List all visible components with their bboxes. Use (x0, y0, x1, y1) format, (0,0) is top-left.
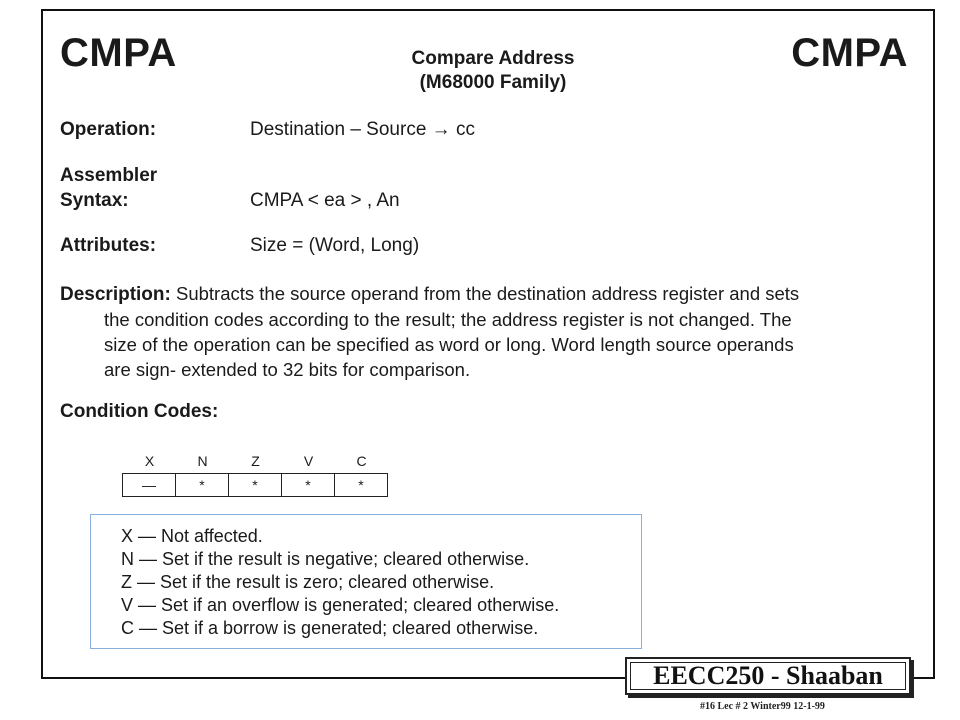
table-row (123, 474, 388, 497)
cc-value-z: * (229, 474, 282, 497)
condition-code-explanations (90, 514, 642, 649)
instruction-title (343, 47, 643, 95)
description-block (60, 281, 920, 382)
syntax-value: CMPA < ea > , An (250, 190, 400, 211)
cc-explanation-v: V — Set if an overflow is generated; cleared otherwise. (121, 595, 560, 615)
cc-explanation-c: C — Set if a borrow is generated; cleared otherwise. (121, 618, 539, 638)
cc-header-z: Z (251, 453, 260, 469)
mnemonic-left: CMPA (60, 31, 177, 75)
cc-explanation-x: X — Not affected. (121, 526, 263, 546)
condition-codes-label: Condition Codes: (60, 401, 219, 422)
course-title: EECC250 - Shaaban (630, 662, 906, 690)
description-line-4: are sign- extended to 32 bits for comparison. (104, 359, 471, 380)
operation-value: Destination – Source → cc (250, 119, 475, 140)
cc-header-n: N (197, 453, 208, 469)
cc-explanation-z: Z — Set if the result is zero; cleared otherwise. (121, 572, 495, 592)
cc-value-v: * (282, 474, 335, 497)
description-label: Description: (60, 284, 171, 305)
description-line-1: Subtracts the source operand from the destination address register and sets (176, 283, 800, 304)
description-line-3: size of the operation can be specified as word or long. Word length source operands (104, 334, 794, 355)
cc-header-v: V (303, 453, 314, 469)
slide-frame (41, 9, 935, 679)
cc-value-n: * (176, 474, 229, 497)
attributes-label: Attributes: (60, 235, 157, 256)
cc-value-x: — (123, 474, 176, 497)
mnemonic-right: CMPA (791, 31, 908, 75)
cc-header-x: X (144, 453, 155, 469)
cc-explanation-n: N — Set if the result is negative; cleared otherwise. (121, 549, 530, 569)
assembler-label: Assembler (60, 165, 158, 186)
subtitle-line: (M68000 Family) (419, 72, 567, 93)
title-line: Compare Address (411, 48, 575, 69)
operation-label: Operation: (60, 119, 157, 140)
course-badge (625, 657, 911, 695)
description-line-2: the condition codes according to the result; the address register is not changed. The (104, 309, 792, 330)
cc-header-c: C (356, 453, 367, 469)
condition-code-table (122, 473, 388, 497)
attributes-value: Size = (Word, Long) (250, 235, 420, 256)
syntax-label: Syntax: (60, 190, 129, 211)
slide-meta: #16 Lec # 2 Winter99 12-1-99 (700, 701, 825, 712)
cc-value-c: * (335, 474, 388, 497)
